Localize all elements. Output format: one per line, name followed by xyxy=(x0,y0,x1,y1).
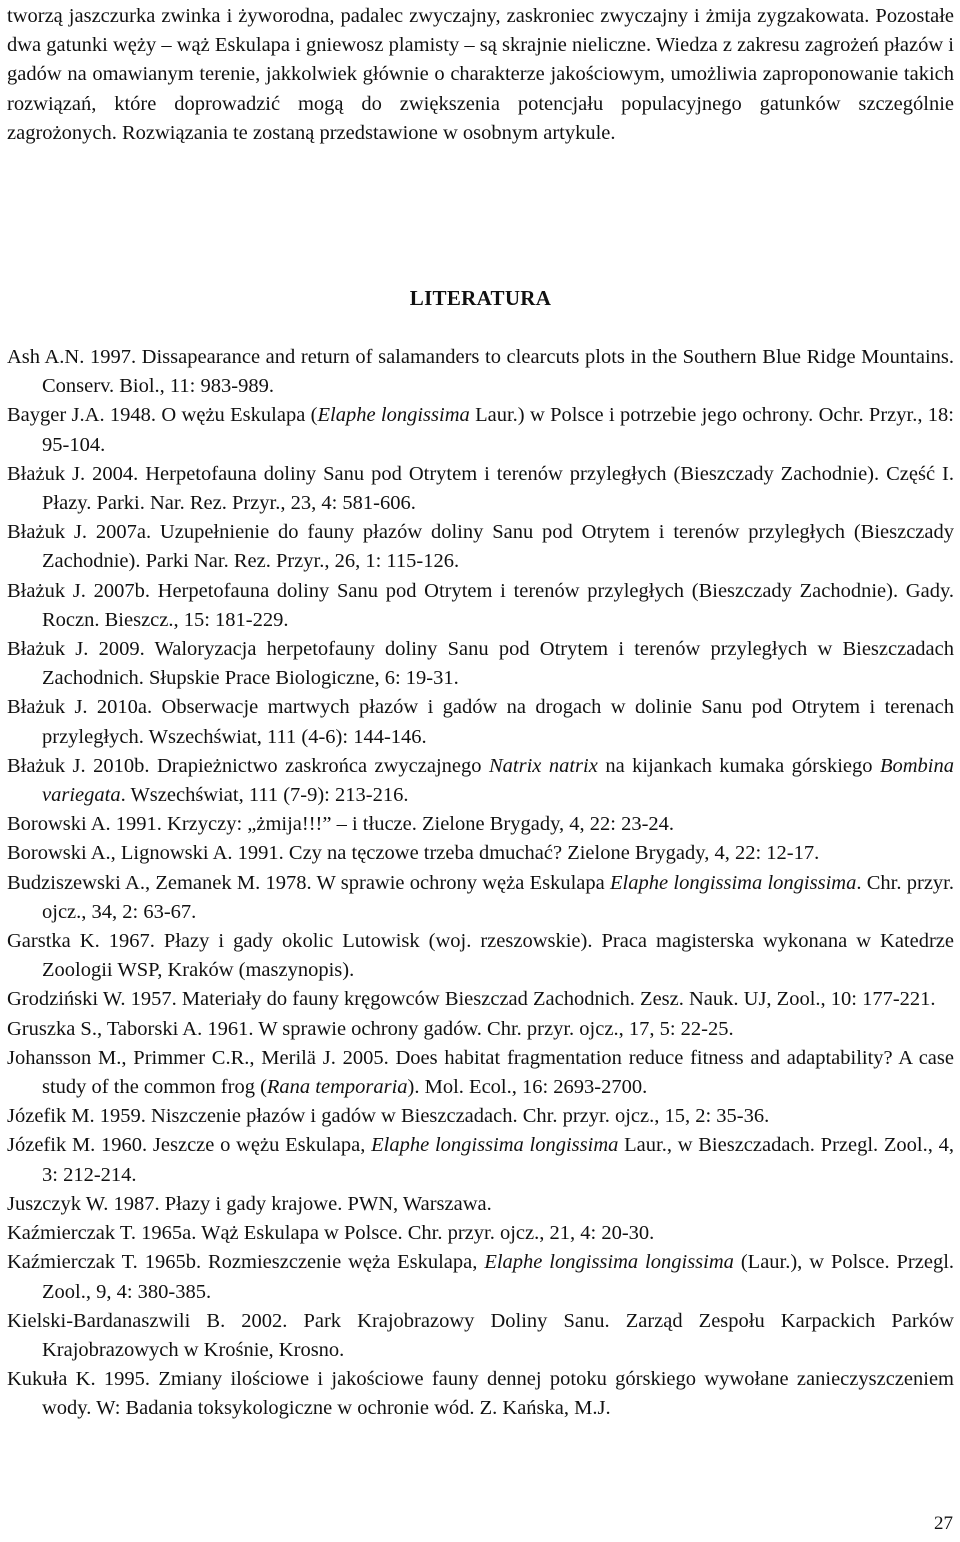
reference-entry: Garstka K. 1967. Płazy i gady okolic Lutowisk (woj. rzeszowskie). Praca magisterska wykonana w Katedrze Zoologii WSP, Kraków (maszynopis). xyxy=(7,930,954,982)
reference-entry: Błażuk J. 2007b. Herpetofauna doliny Sanu pod Otrytem i terenów przyległych (Bieszczady Zachodnie). Gady. Roczn. Bieszcz., 15: 181-229. xyxy=(7,579,954,631)
reference-entry: Juszczyk W. 1987. Płazy i gady krajowe. PWN, Warszawa. xyxy=(7,1192,492,1215)
reference-text: Laur., w Bieszczadach. Przegl. Zool., 4, 3: 212-214. xyxy=(42,1134,954,1186)
reference-entry: Błażuk J. 2007a. Uzupełnienie do fauny płazów doliny Sanu pod Otrytem i terenów przyległych (Bieszczady Zachodnie). Parki Nar. Rez. Przyr., 26, 1: 115-126. xyxy=(7,521,954,573)
reference-text: Błażuk J. 2010b. Drapieżnictwo zaskrońca zwyczajnego xyxy=(7,754,489,777)
reference-entry: Kaźmierczak T. 1965a. Wąż Eskulapa w Polsce. Chr. przyr. ojcz., 21, 4: 20-30. xyxy=(7,1222,655,1245)
reference-text: Laur.) w Polsce i potrzebie jego ochrony. Ochr. Przyr., 18: 95-104. xyxy=(42,404,954,456)
reference-entry: Borowski A. 1991. Krzyczy: „żmija!!!” – i tłucze. Zielone Brygady, 4, 22: 23-24. xyxy=(7,813,675,836)
reference-list xyxy=(7,343,954,1424)
species-name: Elaphe longissima longissima xyxy=(371,1134,619,1157)
reference-entry: Gruszka S., Taborski A. 1961. W sprawie ochrony gadów. Chr. przyr. ojcz., 17, 5: 22-25. xyxy=(7,1017,734,1040)
reference-entry xyxy=(7,752,954,810)
reference-entry: Grodziński W. 1957. Materiały do fauny kręgowców Bieszczad Zachodnich. Zesz. Nauk. UJ, Zool., 10: 177-221. xyxy=(7,988,936,1011)
reference-entry xyxy=(7,401,954,459)
reference-entry: Ash A.N. 1997. Dissapearance and return of salamanders to clearcuts plots in the Southern Blue Ridge Mountains. Conserv. Biol., 11: 983-989. xyxy=(7,346,954,398)
reference-text: . Wszechświat, 111 (7-9): 213-216. xyxy=(120,784,409,807)
section-heading: LITERATURA xyxy=(409,286,552,310)
reference-text: Bayger J.A. 1948. O wężu Eskulapa ( xyxy=(7,404,318,427)
reference-entry: Błażuk J. 2010a. Obserwacje martwych płazów i gadów na drogach w dolinie Sanu pod Otrytem i terenach przyległych. Wszechświat, 111 (4-6): 144-146. xyxy=(7,696,954,748)
species-name: Elaphe longissima xyxy=(317,404,470,427)
reference-text: Kaźmierczak T. 1965b. Rozmieszczenie węża Eskulapa, xyxy=(7,1251,485,1274)
species-name: Rana temporaria xyxy=(266,1076,408,1099)
species-name: Natrix natrix xyxy=(489,754,598,777)
species-name: Elaphe longissima longissima xyxy=(484,1251,734,1274)
species-name: Bombina variegata xyxy=(42,754,955,807)
reference-text: (Laur.), w Polsce. Przegl. Zool., 9, 4: 380-385. xyxy=(42,1251,955,1303)
reference-text: Budziszewski A., Zemanek M. 1978. W sprawie ochrony węża Eskulapa xyxy=(7,871,611,894)
species-name: Elaphe longissima longissima xyxy=(610,871,857,894)
body-paragraph: tworzą jaszczurka zwinka i żyworodna, padalec zwyczajny, zaskroniec zwyczajny i żmija zygzakowata. Pozostałe dwa gatunki węży – wąż Eskulapa i gniewosz plamisty – są skrajnie nieliczne. Wiedza z zakresu zagrożeń płazów i gadów na omawianym terenie, jakkolwiek głównie o charakterze jakościowym, umożliwia zaproponowanie takich rozwiązań, które doprowadzić mogą do zwiększenia potencjału populacyjnego gatunków szczególnie zagrożonych. Rozwiązania te zostaną przedstawione w osobnym artykule. xyxy=(7,5,954,144)
reference-text: na kijankach kumaka górskiego xyxy=(597,754,880,777)
reference-entry: Błażuk J. 2004. Herpetofauna doliny Sanu pod Otrytem i terenów przyległych (Bieszczady Zachodnie). Część I. Płazy. Parki. Nar. Rez. Przyr., 23, 4: 581-606. xyxy=(7,462,954,515)
reference-entry xyxy=(7,869,954,927)
reference-entry: Kukuła K. 1995. Zmiany ilościowe i jakościowe fauny dennej potoku górskiego wywołane zanieczyszczeniem wody. W: Badania toksykologiczne w ochronie wód. Z. Kańska, M.J. xyxy=(7,1368,954,1420)
reference-text: ). Mol. Ecol., 16: 2693-2700. xyxy=(407,1076,648,1099)
reference-entry: Błażuk J. 2009. Waloryzacja herpetofauny doliny Sanu pod Otrytem i terenów przyległych w Bieszczadach Zachodnich. Słupskie Prace Biologiczne, 6: 19-31. xyxy=(7,638,954,690)
reference-entry: Borowski A., Lignowski A. 1991. Czy na tęczowe trzeba dmuchać? Zielone Brygady, 4, 22: 12-17. xyxy=(7,842,820,865)
reference-text: . Chr. przyr. ojcz., 34, 2: 63-67. xyxy=(42,871,954,923)
reference-text: Józefik M. 1960. Jeszcze o wężu Eskulapa, xyxy=(7,1134,372,1157)
reference-entry xyxy=(7,1131,954,1189)
page xyxy=(7,0,955,1420)
reference-entry: Kielski-Bardanaszwili B. 2002. Park Krajobrazowy Doliny Sanu. Zarząd Zespołu Karpackich Parków Krajobrazowych w Krośnie, Krosno. xyxy=(7,1309,954,1361)
reference-entry xyxy=(7,1044,954,1102)
page-number: 27 xyxy=(934,1513,953,1534)
reference-entry: Józefik M. 1959. Niszczenie płazów i gadów w Bieszczadach. Chr. przyr. ojcz., 15, 2: 35-36. xyxy=(7,1105,770,1128)
reference-entry xyxy=(7,1248,954,1306)
reference-text: Johansson M., Primmer C.R., Merilä J. 2005. Does habitat fragmentation reduce fitness and adaptability? A case study of the common frog ( xyxy=(7,1046,954,1099)
